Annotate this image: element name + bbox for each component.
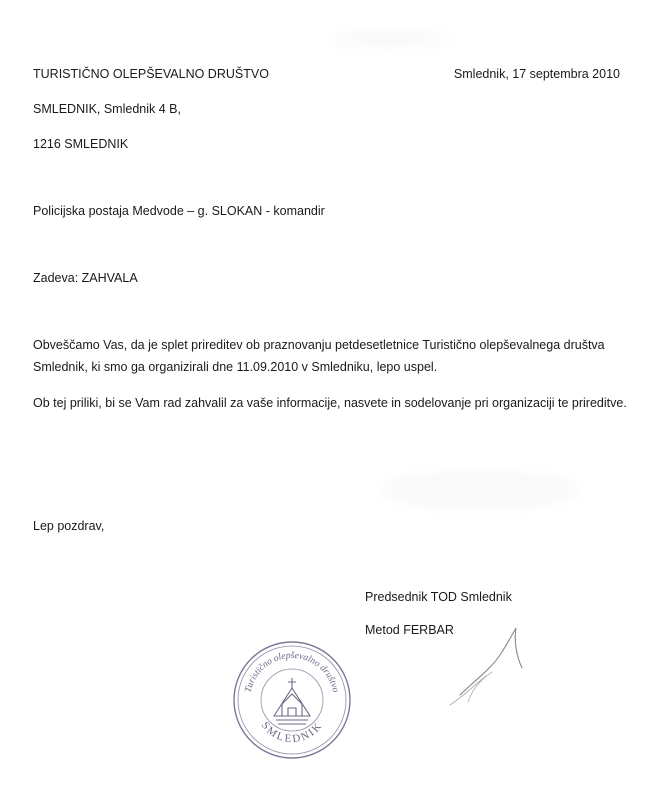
sender-postal: 1216 SMLEDNIK	[33, 137, 129, 151]
signatory-name: Metod FERBAR	[365, 623, 454, 637]
scan-artifact	[330, 30, 450, 48]
signatory-title: Predsednik TOD Smlednik	[365, 590, 512, 604]
organization-stamp	[230, 638, 354, 762]
stamp-top-text: Turistično olepševalno društvo	[243, 650, 341, 694]
church-emblem-icon	[274, 678, 310, 724]
body-paragraph-1: Obveščamo Vas, da je splet prireditev ob praznovanju petdesetletnice Turistično olepševalnega društva Smlednik, ki smo ga organizirali dne 11.09.2010 v Smledniku, lepo uspel.	[33, 338, 605, 374]
sender-name: TURISTIČNO OLEPŠEVALNO DRUŠTVO	[33, 67, 269, 81]
recipient: Policijska postaja Medvode – g. SLOKAN - komandir	[33, 204, 325, 218]
sender-address: SMLEDNIK, Smlednik 4 B,	[33, 102, 181, 116]
signature	[420, 610, 530, 720]
subject-line: Zadeva: ZAHVALA	[33, 271, 138, 285]
stamp-bottom-text: SMLEDNIK	[258, 719, 326, 746]
body-paragraph-2: Ob tej priliki, bi se Vam rad zahvalil za vaše informacije, nasvete in sodelovanje pri organizaciji te prireditve.	[33, 396, 627, 410]
closing: Lep pozdrav,	[33, 519, 105, 533]
scan-artifact	[380, 470, 580, 510]
date-line: Smlednik, 17 septembra 2010	[453, 67, 620, 81]
